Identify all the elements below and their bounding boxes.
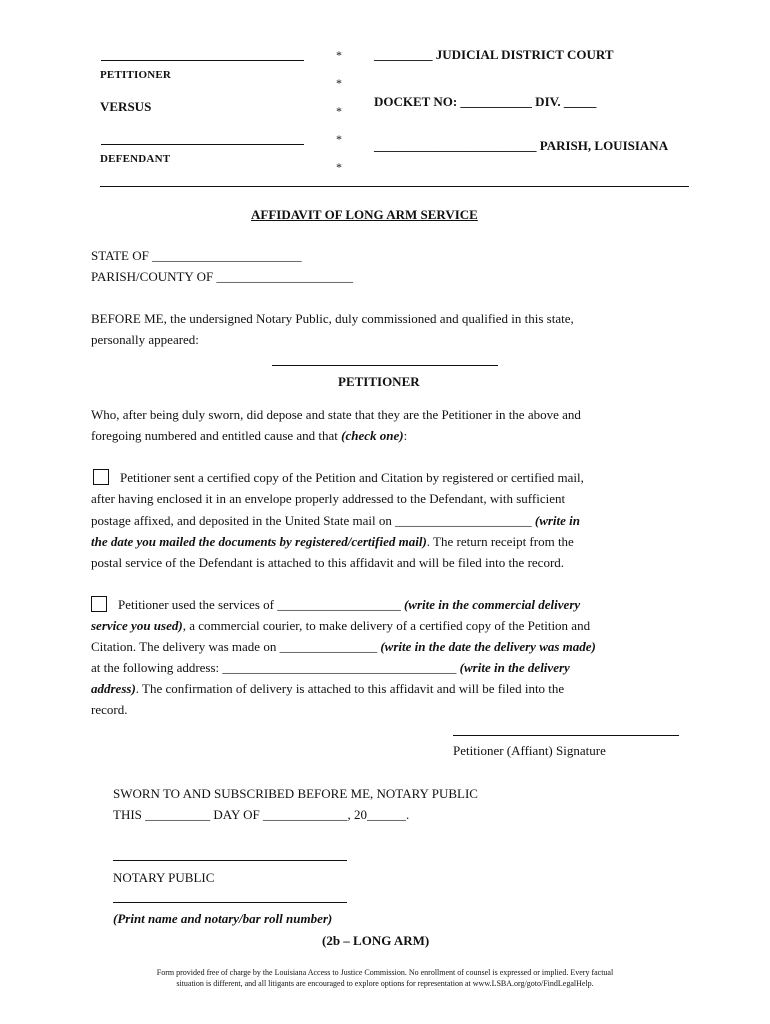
intro-line-2: personally appeared: xyxy=(91,332,199,347)
deposition-line-1: Who, after being duly sworn, did depose and state that they are the Petitioner in the above and xyxy=(91,407,581,422)
versus-label: VERSUS xyxy=(100,99,152,114)
option2-text: Petitioner used the services of ___________________ xyxy=(118,597,404,612)
caption-star: * xyxy=(336,160,342,174)
option2-line-4 xyxy=(91,660,570,676)
option1-text: postage affixed, and deposited in the United State mail on _____________________ xyxy=(91,513,535,528)
option1-hint: (write in xyxy=(534,513,581,528)
check-one-hint: (check one) xyxy=(341,428,404,443)
option2-text: . The confirmation of delivery is attached to this affidavit and will be filed into the xyxy=(135,681,565,696)
caption-star: * xyxy=(336,132,342,146)
option2-hint: (write in the commercial delivery xyxy=(403,597,581,612)
deposition-text: foregoing numbered and entitled cause and that xyxy=(91,428,342,443)
option2-hint: service you used) xyxy=(91,618,183,633)
option2-line-2 xyxy=(91,618,590,634)
affiant-signature-label: Petitioner (Affiant) Signature xyxy=(453,743,606,758)
deposition-colon: : xyxy=(403,428,408,443)
courier-service-checkbox[interactable] xyxy=(91,596,107,612)
affiant-signature-line[interactable] xyxy=(453,735,679,736)
option1-line-3 xyxy=(91,513,580,529)
option2-line-1 xyxy=(118,597,580,613)
option1-line-5: postal service of the Defendant is attached to this affidavit and will be filed into the record. xyxy=(91,555,565,570)
notary-print-name-line[interactable] xyxy=(113,902,347,903)
petitioner-label: PETITIONER xyxy=(100,69,172,81)
option1-line-4 xyxy=(91,534,574,550)
petitioner-heading: PETITIONER xyxy=(338,374,420,389)
footer-line-2: situation is different, and all litigants are encouraged to explore options for representation at www.LSBA.org/goto/FindLegalHelp. xyxy=(176,979,594,988)
caption-star: * xyxy=(336,48,342,62)
petitioner-name-line[interactable] xyxy=(101,60,304,61)
mail-service-checkbox[interactable] xyxy=(93,469,109,485)
defendant-name-line[interactable] xyxy=(101,144,304,145)
option1-line-2: after having enclosed it in an envelope properly addressed to the Defendant, with sufficient xyxy=(91,491,566,506)
option2-line-3 xyxy=(91,639,596,655)
option1-hint: the date you mailed the documents by registered/certified mail) xyxy=(91,534,427,549)
notary-public-label: NOTARY PUBLIC xyxy=(113,870,215,885)
deposition-line-2 xyxy=(91,428,407,444)
option1-line-1: Petitioner sent a certified copy of the Petition and Citation by registered or certified mail, xyxy=(120,470,584,485)
option2-hint: (write in the delivery xyxy=(459,660,570,675)
option2-hint: (write in the date the delivery was made) xyxy=(380,639,596,654)
notary-print-name-label: (Print name and notary/bar roll number) xyxy=(113,911,333,926)
option2-hint: address) xyxy=(91,681,136,696)
petitioner-appeared-line[interactable] xyxy=(272,365,498,366)
footer-disclaimer xyxy=(0,967,770,989)
sworn-date-line: THIS __________ DAY OF _____________, 20______. xyxy=(113,807,410,822)
option2-text: at the following address: ____________________________________ xyxy=(91,660,460,675)
defendant-label: DEFENDANT xyxy=(100,153,171,165)
option2-line-6: record. xyxy=(91,702,128,717)
state-field: STATE OF _______________________ xyxy=(91,248,302,263)
option2-text: Citation. The delivery was made on _______________ xyxy=(91,639,381,654)
form-code: (2b – LONG ARM) xyxy=(322,933,430,948)
option1-text: . The return receipt from the xyxy=(426,534,574,549)
parish-county-field: PARISH/COUNTY OF _____________________ xyxy=(91,269,353,284)
page-title: AFFIDAVIT OF LONG ARM SERVICE xyxy=(251,207,478,222)
caption-star: * xyxy=(336,76,342,90)
sworn-statement: SWORN TO AND SUBSCRIBED BEFORE ME, NOTARY PUBLIC xyxy=(113,786,478,801)
docket-line: DOCKET NO: ___________ DIV. _____ xyxy=(374,94,597,109)
caption-divider xyxy=(100,186,689,187)
court-heading: _________ JUDICIAL DISTRICT COURT xyxy=(374,47,614,62)
parish-heading: _________________________ PARISH, LOUISIANA xyxy=(374,138,669,153)
caption-star: * xyxy=(336,104,342,118)
intro-line-1: BEFORE ME, the undersigned Notary Public, duly commissioned and qualified in this state, xyxy=(91,311,574,326)
option2-text: , a commercial courier, to make delivery of a certified copy of the Petition and xyxy=(182,618,591,633)
notary-signature-line[interactable] xyxy=(113,860,347,861)
footer-line-1: Form provided free of charge by the Louisiana Access to Justice Commission. No enrollment of counsel is expressed or implied. Every factual xyxy=(156,968,614,977)
option2-line-5 xyxy=(91,681,564,697)
